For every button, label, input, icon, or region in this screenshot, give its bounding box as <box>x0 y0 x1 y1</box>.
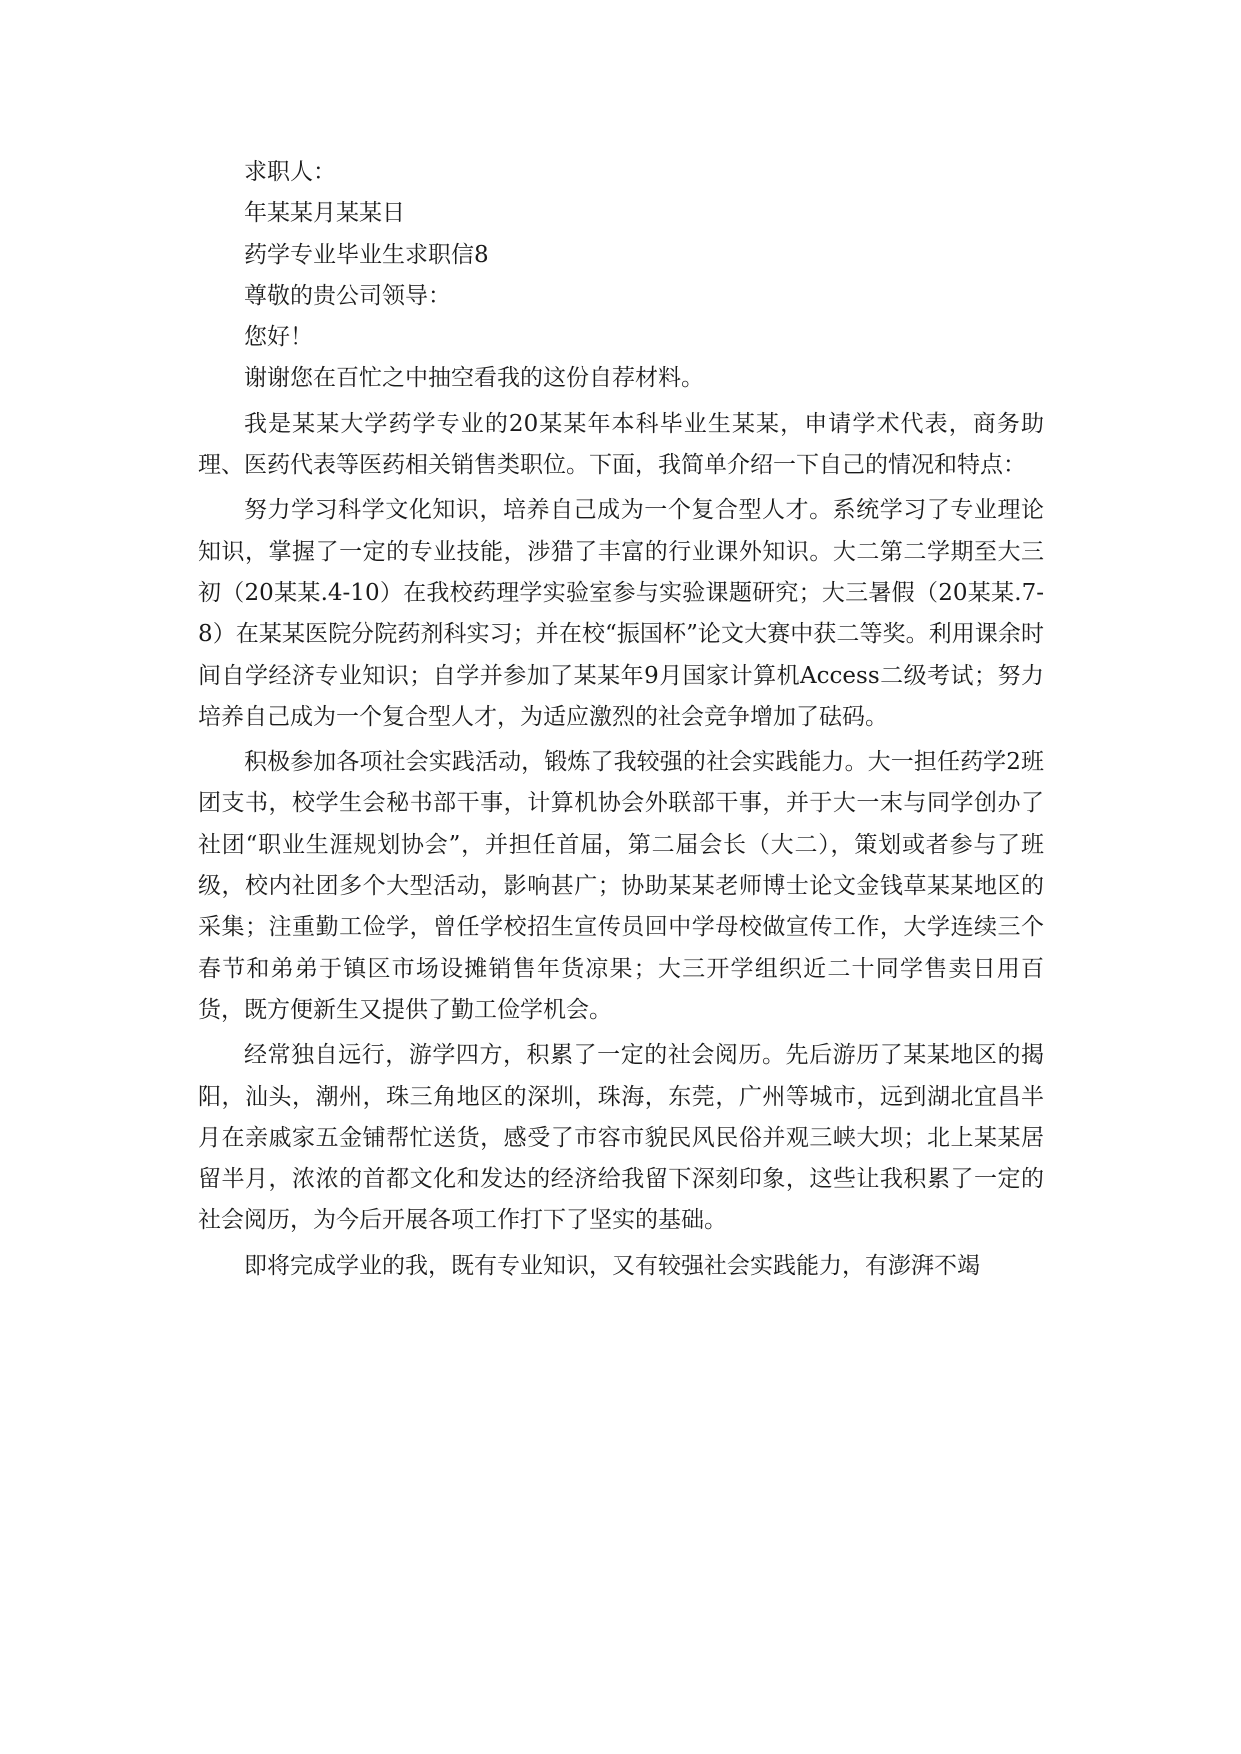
paragraph-closing: 即将完成学业的我，既有专业知识，又有较强社会实践能力，有澎湃不竭 <box>244 1252 980 1279</box>
signature-applicant-line: 求职人： <box>244 159 336 185</box>
letter-title: 药学专业毕业生求职信8 <box>244 241 489 268</box>
letter-body <box>198 152 1044 1287</box>
paragraph-study: 努力学习科学文化知识，培养自己成为一个复合型人才。系统学习了专业理论知识，掌握了一定的专业技能，涉猎了丰富的行业课外知识。大二第二学期至大三初（20某某.4-10）在我校药理学实验室参与实验课题研究；大三暑假（20某某.7-8）在某某医院分院药剂科实习；并在校“振国杯”论文大赛中获二等奖。利用课余时间自学经济专业知识；自学并参加了某某年9月国家计算机Access二级考试；努力培养自己成为一个复合型人才，为适应激烈的社会竞争增加了砝码。 <box>198 497 1044 730</box>
salutation: 尊敬的贵公司领导： <box>244 282 451 309</box>
greeting: 您好！ <box>244 324 313 351</box>
thanks-line: 谢谢您在百忙之中抽空看我的这份自荐材料。 <box>244 365 704 392</box>
paragraph-travel: 经常独自远行，游学四方，积累了一定的社会阅历。先后游历了某某地区的揭阳，汕头，潮州，珠三角地区的深圳，珠海，东莞，广州等城市，远到湖北宜昌半月在亲戚家五金铺帮忙送货，感受了市容市貌民风民俗并观三峡大坝；北上某某居留半月，浓浓的首都文化和发达的经济给我留下深刻印象，这些让我积累了一定的社会阅历，为今后开展各项工作打下了坚实的基础。 <box>198 1042 1044 1234</box>
paragraph-introduction: 我是某某大学药学专业的20某某年本科毕业生某某，申请学术代表，商务助理、医药代表等医药相关销售类职位。下面，我简单介绍一下自己的情况和特点： <box>198 410 1044 479</box>
signature-date-line: 年某某月某某日 <box>244 200 405 227</box>
paragraph-practice: 积极参加各项社会实践活动，锻炼了我较强的社会实践能力。大一担任药学2班团支书，校学生会秘书部干事，计算机协会外联部干事，并于大一末与同学创办了社团“职业生涯规划协会”，并担任首届，第二届会长（大二），策划或者参与了班级，校内社团多个大型活动，影响甚广；协助某某老师博士论文金钱草某某地区的采集；注重勤工俭学，曾任学校招生宣传员回中学母校做宣传工作，大学连续三个春节和弟弟于镇区市场设摊销售年货凉果；大三开学组织近二十同学售卖日用百货，既方便新生又提供了勤工俭学机会。 <box>198 749 1044 1023</box>
